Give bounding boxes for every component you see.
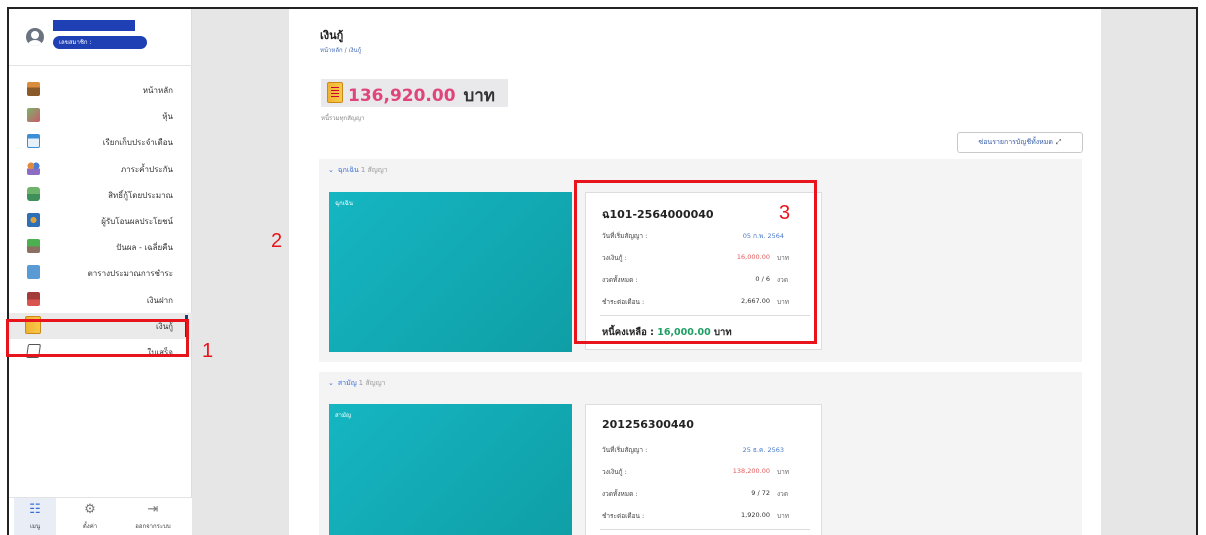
page-title: เงินกู้ [320,29,344,42]
logout-button-label: ออกจากระบบ [135,523,171,530]
contract-installments-row [602,489,812,501]
wallet-icon [27,292,40,306]
loan-type-card-label: สามัญ [335,412,352,419]
stock-icon [27,108,40,122]
sidebar-item-deposit[interactable] [9,287,192,313]
loan-rights-icon [27,187,40,201]
menu-button[interactable] [14,498,56,535]
hide-all-accounts-button[interactable] [957,132,1083,153]
sidebar-item-label: สิทธิ์กู้โดยประมาณ [108,190,173,200]
breadcrumb-separator: / [342,47,349,54]
section-count: 1 สัญญา [358,379,386,387]
section-count: 1 สัญญา [360,166,388,174]
logout-icon: ⇥ [147,502,159,517]
sidebar [9,9,192,535]
monthly-payment-unit: บาท [777,298,790,306]
sidebar-item-label: ภาระค้ำประกัน [120,164,173,174]
installments-unit: งวด [777,276,789,284]
start-date-value: 25 ธ.ค. 2563 [742,446,784,454]
logout-button[interactable] [127,498,179,535]
breadcrumb-current: เงินกู้ [348,47,362,54]
contract-monthly-row [602,511,812,523]
member-id-badge: เลขสมาชิก : [53,36,147,49]
remaining-debt-value: 16,000.00 [657,327,711,338]
gear-icon: ⚙ [84,502,96,517]
menu-icon: ☷ [29,502,41,517]
loan-limit-label: วงเงินกู้ : [602,254,627,262]
monthly-payment-label: ชำระต่อเดือน : [602,512,645,520]
total-debt-value: 136,920.00 [348,86,456,106]
sidebar-item-label: หุ้น [162,112,173,122]
annotation-label-3: 3 [779,202,791,224]
sidebar-item-label: ใบเสร็จ [147,347,173,357]
loan-document-icon [327,82,343,103]
loan-limit-value: 138,200.00 [732,467,770,475]
sidebar-item-label: เงินฝาก [146,295,173,305]
beneficiary-icon [27,213,40,227]
total-debt-amount [348,82,495,109]
sidebar-item-label: ตารางประมาณการชำระ [87,269,173,279]
total-debt-caption: หนี้รวมทุกสัญญา [321,115,365,122]
installments-label: งวดทั้งหมด : [602,276,638,284]
sidebar-item-label: เงินกู้ [156,321,173,331]
sidebar-item-label: เรียกเก็บประจำเดือน [102,138,173,148]
remaining-debt-label: หนี้คงเหลือ : [602,327,658,338]
remaining-debt-unit: บาท [710,327,732,338]
sidebar-item-payment-schedule[interactable] [9,260,192,286]
profile-header [9,9,192,66]
menu-button-label: เมนู [29,523,41,530]
loan-limit-label: วงเงินกู้ : [602,468,627,476]
sidebar-item-beneficiary[interactable] [9,208,192,234]
contract-limit-row [602,467,812,479]
loan-type-card-label: ฉุกเฉิน [335,200,353,207]
contract-number: 201256300440 [602,418,694,431]
annotation-label-2: 2 [271,230,283,252]
start-date-label: วันที่เริ่มสัญญา : [602,446,648,454]
dividend-icon [27,239,40,253]
sidebar-item-label: หน้าหลัก [142,86,173,95]
sidebar-bottom-bar [9,497,192,535]
installments-unit: งวด [777,490,789,498]
installments-label: งวดทั้งหมด : [602,490,638,498]
sidebar-item-guarantee[interactable] [9,156,192,182]
section-header[interactable] [328,378,385,389]
breadcrumb-home[interactable]: หน้าหลัก [320,47,343,54]
sidebar-item-home[interactable] [9,77,192,103]
sidebar-item-label: ปันผล - เฉลี่ยคืน [116,243,173,253]
loan-limit-unit: บาท [777,254,790,262]
loan-type-card[interactable] [329,404,572,535]
calculator-icon [27,265,40,279]
total-debt-unit: บาท [463,86,496,106]
calendar-icon [27,134,40,148]
section-name: สามัญ [337,379,357,387]
total-debt-box [321,79,508,107]
sidebar-item-dividend[interactable] [9,234,192,260]
start-date-label: วันที่เริ่มสัญญา : [602,232,648,240]
loan-limit-value: 16,000.00 [736,253,770,261]
avatar[interactable] [26,28,44,46]
annotation-box-loan-menu [6,319,189,357]
contract-card [585,404,822,535]
sidebar-item-monthly-billing[interactable] [9,129,192,155]
monthly-payment-label: ชำระต่อเดือน : [602,298,645,306]
loan-section-normal [319,372,1082,535]
collapse-icon: ⤢ [1055,138,1062,146]
section-header[interactable] [328,165,388,176]
monthly-payment-unit: บาท [777,512,790,520]
sidebar-item-loan-rights[interactable] [9,182,192,208]
start-date-value: 05 ก.พ. 2564 [742,232,784,240]
settings-button-label: ตั้งค่า [82,523,98,530]
chevron-down-icon: ⌄ [328,166,334,174]
loan-type-card[interactable] [329,192,572,352]
sidebar-item-label: ผู้รับโอนผลประโยชน์ [101,216,173,226]
monthly-payment-value: 2,667.00 [741,297,770,305]
monthly-payment-value: 1,920.00 [741,511,770,519]
breadcrumb [320,45,361,55]
section-name: ฉุกเฉิน [337,166,359,174]
house-icon [27,82,40,96]
guarantee-icon [27,161,40,175]
sidebar-item-shares[interactable] [9,103,192,129]
divider [600,529,810,530]
installments-value: 9 / 72 [751,489,770,497]
member-name-redacted [53,20,135,31]
annotation-label-1: 1 [202,340,214,362]
loan-limit-unit: บาท [777,468,790,476]
hide-all-accounts-label: ซ่อนรายการบัญชีทั้งหมด [978,138,1053,146]
contract-number: ฉ101-2564000040 [602,208,714,221]
chevron-down-icon: ⌄ [328,379,334,387]
contract-start-row [602,445,812,457]
installments-value: 0 / 6 [755,275,770,283]
settings-button[interactable] [69,498,111,535]
